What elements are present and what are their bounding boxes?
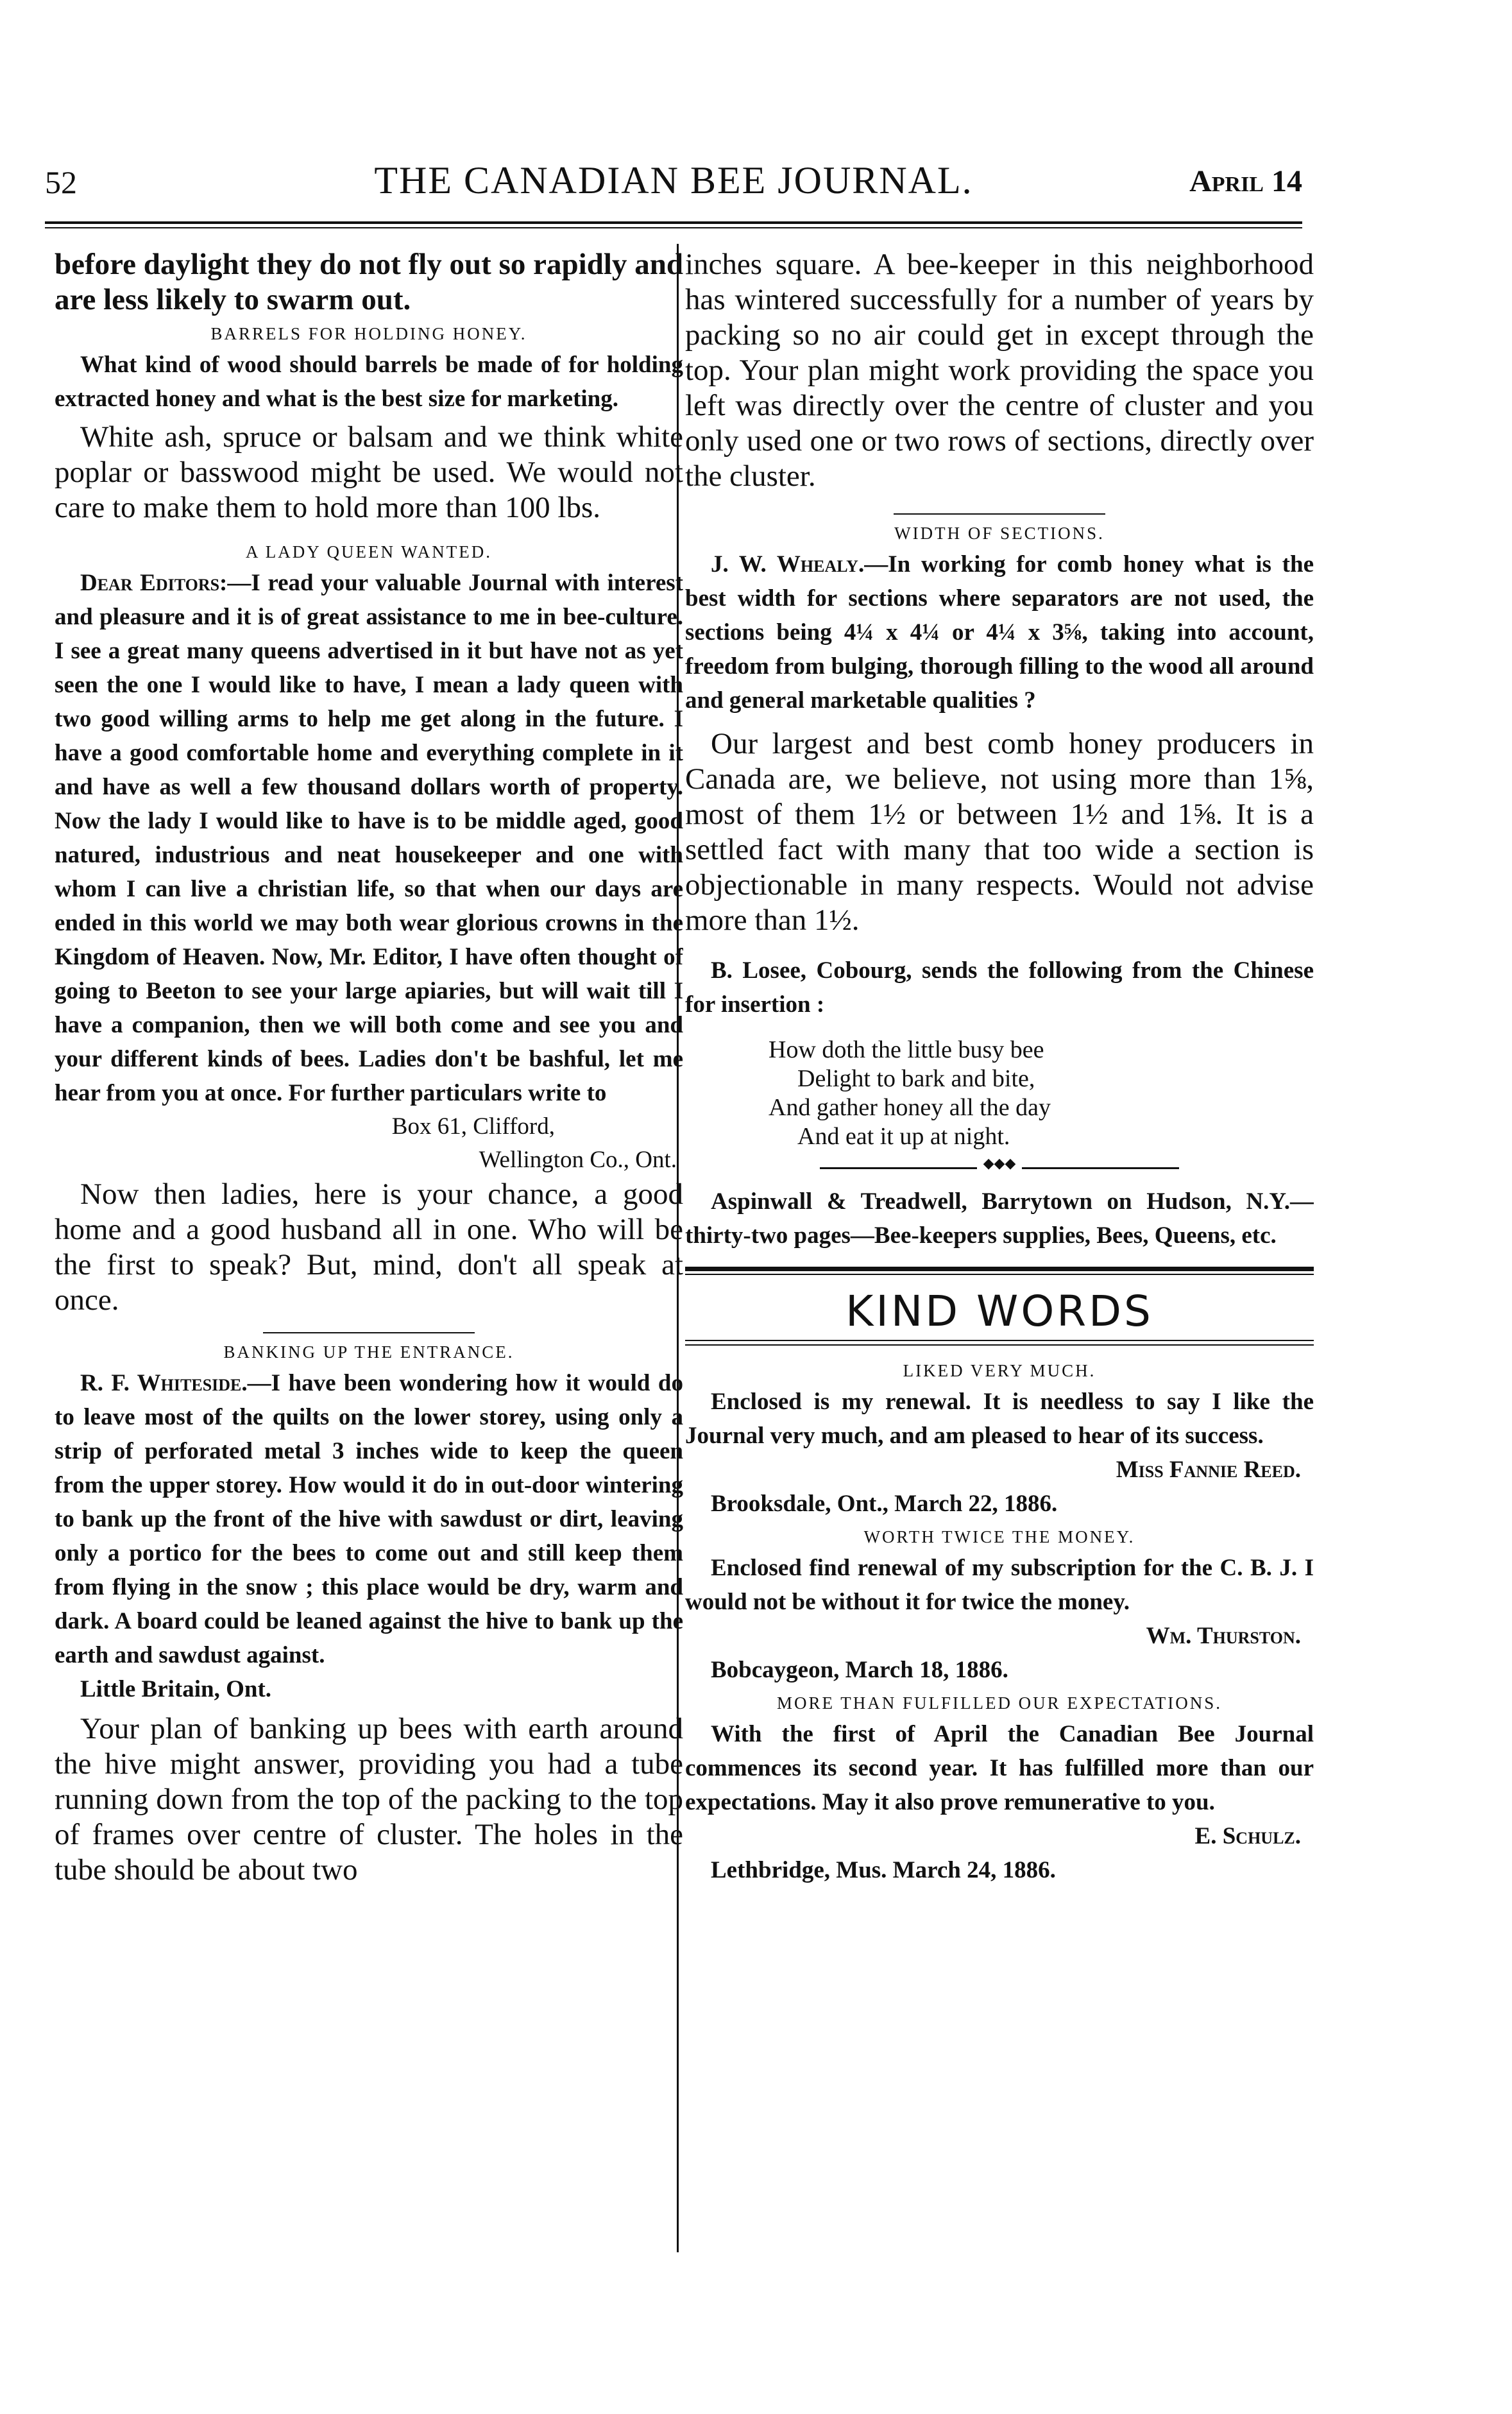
journal-title: THE CANADIAN BEE JOURNAL. <box>374 159 973 201</box>
section-heading-banking: BANKING UP THE ENTRANCE. <box>223 1342 514 1362</box>
poem-line: And eat it up at night. <box>797 1123 1010 1150</box>
address-line-2: Wellington Co., Ont. <box>479 1147 677 1173</box>
section-rule <box>685 1340 1314 1346</box>
header-rule <box>45 221 1302 228</box>
reply-banking: Your plan of banking up bees with earth around the hive might answer, providing you had a tube running down from the top of the packing to the top of frames over centre of cluster. The holes in the tube should be about two <box>55 1712 683 1887</box>
left-column <box>55 247 683 2275</box>
question-barrels: What kind of wood should barrels be made of for holding extracted honey and what is the best size for marketing. <box>55 352 683 412</box>
worth-signature: Wm. Thurston. <box>1146 1623 1301 1649</box>
more-text: With the first of April the Canadian Bee Journal commences its second year. It has fulfilled more than our expectations. May it also prove remunerative to you. <box>685 1721 1314 1815</box>
section-heading-more: MORE THAN FULFILLED OUR EXPECTATIONS. <box>776 1693 1223 1713</box>
right-column <box>685 247 1314 2275</box>
letter-width <box>685 547 1314 717</box>
poem-line: And gather honey all the day <box>769 1094 1051 1121</box>
letter-banking <box>55 1366 683 1672</box>
page-number: 52 <box>45 164 77 200</box>
section-heading-worth: WORTH TWICE THE MONEY. <box>863 1527 1135 1546</box>
answer-barrels: White ash, spruce or balsam and we think white poplar or basswood might be used. We would not care to make them to hold more than 100 lbs. <box>55 420 683 524</box>
letter-body: —I read your valuable Journal with interest and pleasure and it is of great assistance to me in bee-culture. I see a great many queens advertised in it but have not as yet seen the one I would like to have, I mean a lady queen with two good willing arms to help me get along in the future. I have a good comfortable home and everything complete in it and have as well a few thousand dollars worth of property. Now the lady I would like to have is to be middle aged, good natured, industrious and neat housekeeper and one with whom I can live a christian life, so that when our days are ended in this world we may both wear glorious crowns in the Kingdom of Heaven. Now, Mr. Editor, I have often thought of going to Beeton to see your large apiaries, but will wait till I have a companion, then we will both come and see you and your different kinds of bees. Ladies don't be bashful, let me hear from you at once. For further particulars write to <box>55 570 683 1106</box>
section-heading-liked: LIKED VERY MUCH. <box>903 1361 1096 1380</box>
liked-place: Brooksdale, Ont., March 22, 1886. <box>711 1491 1058 1517</box>
poem <box>769 1036 1314 1151</box>
worth-place: Bobcaygeon, March 18, 1886. <box>711 1657 1008 1683</box>
letter-place: Little Britain, Ont. <box>80 1676 272 1702</box>
losee-intro: B. Losee, Cobourg, sends the following from the Chinese for insertion : <box>685 957 1314 1018</box>
letter-body: —I have been wondering how it would do to leave most of the quilts on the lower storey, using only a strip of perforated metal 3 inches wide to keep the queen from the upper storey. How would it do in out-door wintering to bank up the front of the hive with sawdust or dirt, leaving only a portico for the bees to come out and still keep them from flying in the snow ; this place would be dry, warm and dark. A board could be leaned against the hive to bank up the earth and sawdust against. <box>55 1370 683 1668</box>
worth-text: Enclosed find renewal of my subscription for the C. B. J. I would not be without it for twice the money. <box>685 1555 1314 1615</box>
letter-author: R. F. Whiteside. <box>80 1370 248 1396</box>
letter-lady-queen <box>55 566 683 1110</box>
reply-continuation: inches square. A bee-keeper in this neighborhood has wintered successfully for a number of years by packing so no air could get in except through the top. Your plan might work providing the space you left was directly over the centre of cluster and you only used one or two rows of sections, directly over the cluster. <box>685 248 1314 493</box>
address-line-1: Box 61, Clifford, <box>391 1113 555 1140</box>
reply-width: Our largest and best comb honey producers in Canada are, we believe, not using more than 1⅝, most of them 1½ or between 1½ and 1⅝. It is a settled fact with many that too wide a section is objectionable in many respects. Would not advise more than 1½. <box>685 727 1314 937</box>
divider <box>263 1332 475 1333</box>
section-heading-barrels: BARRELS FOR HOLDING HONEY. <box>210 324 527 343</box>
poem-line: Delight to bark and bite, <box>797 1065 1035 1092</box>
letter-body: —In working for comb honey what is the best width for sections where separators are not used, the sections being 4¼ x 4¼ or 4¼ x 3⅝, taking into account, freedom from bulging, thorough filling to the wood all around and general marketable qualities ? <box>685 551 1314 714</box>
article-continuation: before daylight they do not fly out so rapidly and are less likely to swarm out. <box>55 248 683 316</box>
letter-author: J. W. Whealy. <box>711 551 865 578</box>
more-signature: E. Schulz. <box>1194 1823 1301 1849</box>
reply-lady-queen: Now then ladies, here is your chance, a good home and a good husband all in one. Who will be the first to speak? But, mind, don't all speak at once. <box>55 1177 683 1317</box>
kind-words-heading: KIND WORDS <box>845 1287 1153 1336</box>
liked-text: Enclosed is my renewal. It is needless to say I like the Journal very much, and am pleased to hear of its success. <box>685 1389 1314 1449</box>
more-place: Lethbridge, Mus. March 24, 1886. <box>711 1857 1056 1883</box>
section-rule <box>685 1267 1314 1275</box>
letter-salutation: Dear Editors: <box>80 570 228 596</box>
page-header <box>45 159 1302 209</box>
divider <box>894 513 1105 515</box>
section-heading-lady-queen: A LADY QUEEN WANTED. <box>246 542 492 561</box>
liked-signature: Miss Fannie Reed. <box>1116 1457 1301 1483</box>
aspinwall-notice: Aspinwall & Treadwell, Barrytown on Hudson, N.Y.—thirty-two pages—Bee-keepers supplies, Bees, Queens, etc. <box>685 1188 1314 1249</box>
poem-line: How doth the little busy bee <box>769 1036 1044 1063</box>
section-heading-width: WIDTH OF SECTIONS. <box>894 524 1105 543</box>
ornamental-divider: ◆◆◆ <box>820 1164 1179 1172</box>
issue-date: April 14 <box>1189 164 1302 198</box>
